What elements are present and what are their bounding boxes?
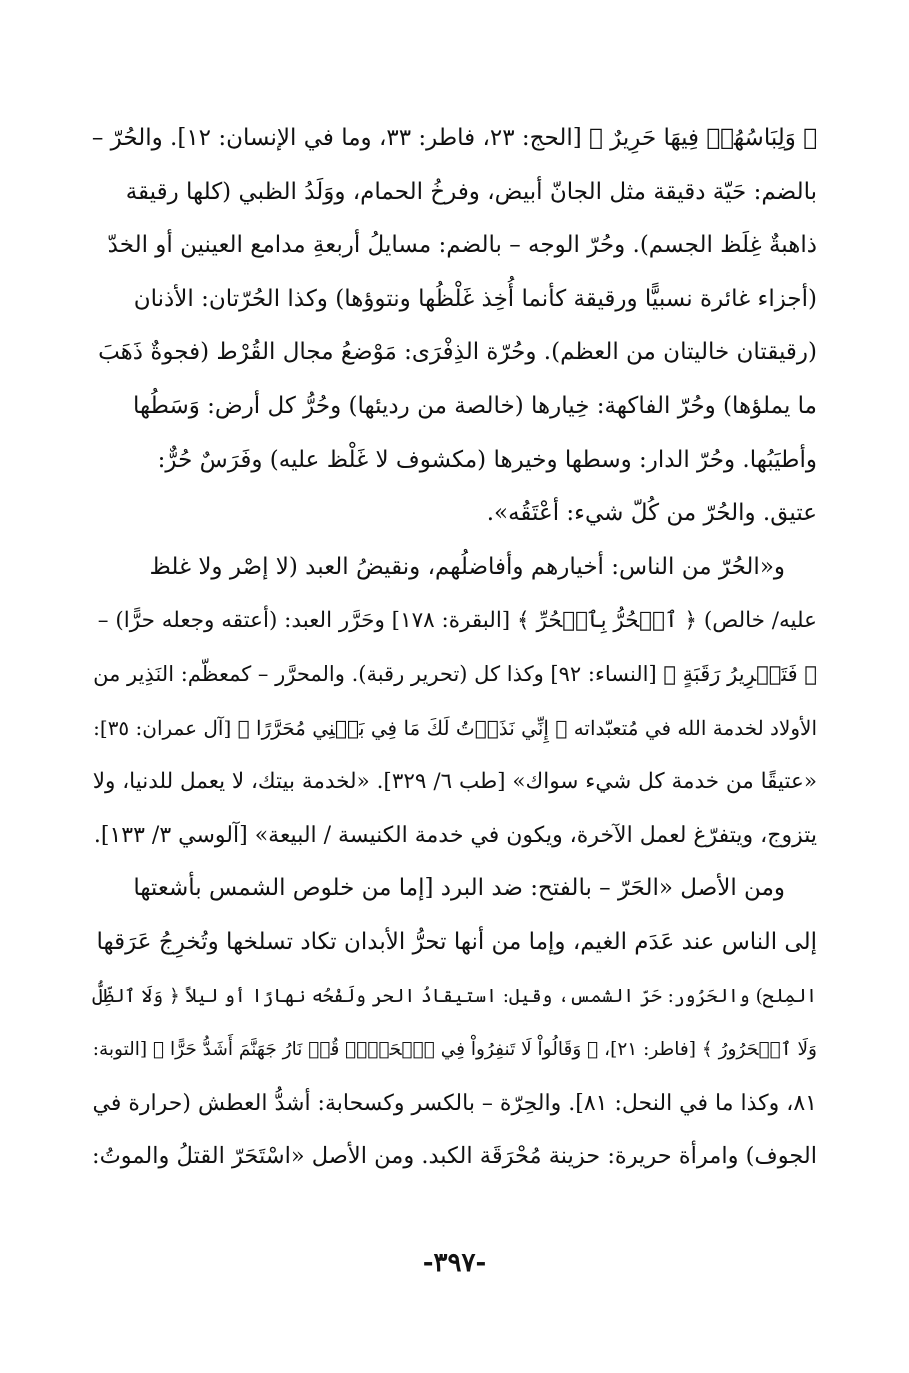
text-line: ذاهبةٌ غِلَظ الجسم). وحُرّ الوجه – بالضم: مسايلُ أربعةِ مدامع العينين أو الخدّ xyxy=(107,232,817,259)
paragraph-start-line: ومن الأصل «الحَرّ – بالفتح: ضد البرد [إما من خلوص الشمس بأشعتها xyxy=(133,875,785,902)
text-line: ﴿ وَلِبَاسُهُمۡ فِيهَا حَرِيرٌ ﴾ [الحج: ٢٣، فاطر: ٣٣، وما في الإنسان: ١٢]. والحُرّ – xyxy=(92,125,817,151)
text-line: يتزوج، ويتفرّغ لعمل الآخرة، ويكون في خدمة الكنيسة / البيعة» [آلوسي ٣/ ١٣٣]. xyxy=(93,822,817,848)
text-line: المِلح) والحَرُور: حَرّ الشمس، وقيل: استيقادُ الحر ولَفْحُه نهارًا أو ليلاً ﴿ وَلَا ٱلظِّلُّ xyxy=(92,985,817,1007)
text-line: وَلَا ٱلۡحَرُورُ ﴾ [فاطر: ٢١]، ﴿ وَقَالُواْ لَا تَنفِرُواْ فِي ٱلۡحَرِّۗ قُلۡ نَارُ جَهَنَّمَ أَشَدُّ حَرًّا ﴾ [التوبة: xyxy=(92,1039,817,1061)
text-line: (رقيقتان خاليتان من العظم). وحُرّة الذِفْرَى: مَوْضعُ مجال القُرْط (فجوةٌ ذَهَبَ xyxy=(98,339,817,366)
text-line: «عتيقًا من خدمة كل شيء سواك» [طب ٦/ ٣٢٩]. «لخدمة بيتك، لا يعمل للدنيا، ولا xyxy=(92,769,817,795)
text-line: عليه/ خالص) ﴿ ٱلۡحُرُّ بِٱلۡحُرِّ ﴾ [البقرة: ١٧٨] وحَرَّر العبد: (أعتقه وجعله حرًّا) – xyxy=(97,608,817,634)
text-line: ما يملؤها) وحُرّ الفاكهة: خِيارها (خالصة من رديئها) وحُرُّ كل أرض: وَسَطُها xyxy=(132,392,817,419)
text-line: إلى الناس عند عَدَم الغيم، وإما من أنها تحرُّ الأبدان تكاد تسلخها وتُخرِجُ عَرَقها xyxy=(96,928,817,955)
text-line: الجوف) وامرأة حريرة: حزينة مُحْرَقَة الكبد. ومن الأصل «اسْتَحَرّ القتلُ والموتُ: xyxy=(92,1143,817,1170)
text-line: عتيق. والحُرّ من كُلّ شيء: أعْتَقُه». xyxy=(486,500,817,527)
text-line: ﴿ فَتَحۡرِيرُ رَقَبَةٍ ﴾ [النساء: ٩٢] وكذا كل (تحرير رقبة). والمحرَّر – كمعظّم: النَذِير من xyxy=(93,661,817,686)
paragraph-start-line: و«الحُرّ من الناس: أخيارهم وأفاضلُهم، ونقيضُ العبد (لا إصْر ولا غلظ xyxy=(149,553,785,580)
text-line: (أجزاء غائرة نسبيًّا ورقيقة كأنما أُخِذ غَلْظُها ونتوؤها) وكذا الحُرّتان: الأذنان xyxy=(133,285,817,312)
text-line: بالضم: حَيّة دقيقة مثل الجانّ أبيض، وفرخُ الحمام، ووَلَدُ الظبي (كلها رقيقة xyxy=(125,178,817,205)
body-text xyxy=(92,112,817,1184)
text-line: وأطيَبُها. وحُرّ الدار: وسطها وخيرها (مكشوف لا غَلْظ عليه) وفَرَسٌ حُرٌّ: xyxy=(157,446,817,473)
page-number: -٣٩٧- xyxy=(422,1248,487,1278)
text-line: الأولاد لخدمة الله في مُتعبّداته ﴿ إِنِّي نَذَرۡتُ لَكَ مَا فِي بَطۡنِي مُحَرَّرًا ﴾ [آل عمران: ٣٥]: xyxy=(93,715,817,740)
text-line: ٨١، وكذا ما في النحل: ٨١]. والحِرّة – بالكسر وكسحابة: أشدُّ العطش (حرارة في xyxy=(92,1090,817,1116)
